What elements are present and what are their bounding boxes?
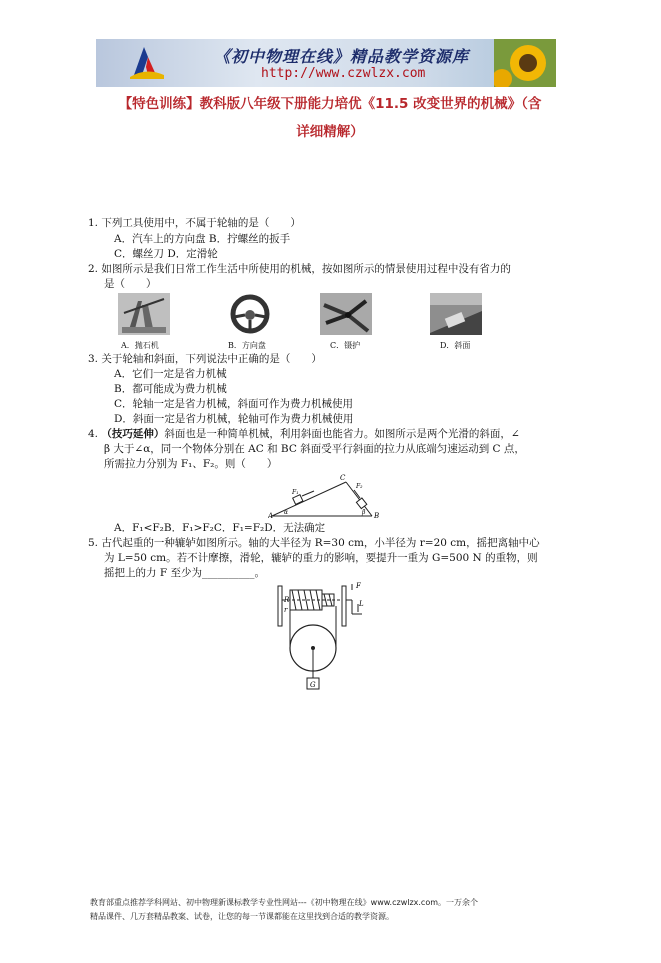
question-5-stem-line2: 为 L=50 cm。若不计摩擦，滑轮，辘轳的重力的影响，要提升一重为 G=500 N 的重物，则	[104, 552, 538, 564]
catapult-photo	[118, 293, 170, 335]
banner-title: 《初中物理在线》精品教学资源库	[214, 47, 470, 66]
windlass-label-l: L	[359, 600, 364, 608]
question-4-stem-line2: β 大于∠α，同一个物体分别在 AC 和 BC 斜面受平行斜面的拉力从底端匀速运动到 C 点，	[104, 443, 525, 455]
incline-label-c: C	[340, 474, 346, 482]
question-1-options-ab: A．汽车上的方向盘 B．拧螺丝的扳手	[114, 233, 291, 245]
question-4-options: A．F₁<F₂B．F₁>F₂C．F₁=F₂D．无法确定	[114, 522, 326, 534]
photo-caption-b: B．方向盘	[228, 341, 266, 350]
photo-caption-d: D．斜面	[440, 341, 471, 350]
question-3-stem: 3. 关于轮轴和斜面，下列说法中正确的是（ ）	[88, 353, 322, 365]
sunflower-icon	[494, 39, 556, 87]
question-4-stem-line3: 所需拉力分别为 F₁、F₂。则（ ）	[104, 458, 278, 470]
question-5-stem-line1: 5. 古代起重的一种辘轳如图所示。轴的大半径为 R=30 cm，小半径为 r=20 cm，摇把离轴中心	[88, 537, 540, 549]
incline-label-beta: β	[362, 509, 366, 516]
pliers-photo	[320, 293, 372, 335]
question-2-stem-line2: 是（ ）	[104, 278, 157, 290]
site-banner	[96, 39, 556, 87]
windlass-figure	[276, 580, 366, 692]
footer-line2: 精品课件、几万套精品教案、试卷，让您的每一节课都能在这里找到合适的教学资源。	[90, 912, 394, 921]
question-1-options-cd: C．螺丝刀 D．定滑轮	[114, 248, 218, 260]
question-4-stem-line1: 4. （技巧延伸）斜面也是一种简单机械，利用斜面也能省力。如图所示是两个光滑的斜面，∠	[88, 428, 520, 440]
question-3-option-a: A．它们一定是省力机械	[114, 368, 227, 380]
question-1-stem: 1. 下列工具使用中，不属于轮轴的是（ ）	[88, 217, 301, 229]
photo-caption-c: C．镊护	[330, 341, 361, 350]
incline-label-f1: F₁	[292, 489, 299, 496]
site-logo-icon	[126, 45, 166, 81]
document-title-line1: 【特色训练】教科版八年级下册能力培优《11.5 改变世界的机械》（含	[118, 96, 542, 112]
incline-label-a: A	[268, 512, 274, 520]
photo-caption-a: A．抛石机	[121, 341, 159, 350]
question-4-tag: （技巧延伸）	[101, 428, 165, 440]
footer-line1: 教育部重点推荐学科网站、初中物理新课标教学专业性网站---《初中物理在线》www.czwlzx.com。一万余个	[90, 898, 479, 907]
document-title-line2: 详细精解）	[296, 124, 364, 140]
incline-figure	[268, 472, 380, 520]
ramp-photo	[430, 293, 482, 335]
question-5-stem-line3: 摇把上的力 F 至少为__________。	[104, 567, 265, 579]
question-2-stem-line1: 2. 如图所示是我们日常工作生活中所使用的机械，按如图所示的情景使用过程中没有省力的	[88, 263, 511, 275]
document-title	[90, 90, 570, 146]
question-4-stem-text: 斜面也是一种简单机械，利用斜面也能省力。如图所示是两个光滑的斜面，∠	[164, 428, 520, 440]
incline-label-f2: F₂	[356, 483, 363, 490]
windlass-label-r-large: R	[284, 596, 290, 604]
windlass-label-f: F	[356, 582, 361, 590]
windlass-label-r-small: r	[284, 606, 288, 614]
question-3-option-d: D．斜面一定是省力机械，轮轴可作为费力机械使用	[114, 413, 354, 425]
page-footer	[90, 896, 570, 924]
question-3-option-b: B．都可能成为费力机械	[114, 383, 227, 395]
banner-url[interactable]: http://www.czwlzx.com	[261, 66, 426, 81]
incline-label-b: B	[374, 512, 380, 520]
incline-label-alpha: α	[284, 509, 289, 516]
windlass-label-g: G	[310, 681, 316, 689]
question-3-option-c: C．轮轴一定是省力机械，斜面可作为费力机械使用	[114, 398, 354, 410]
steering-wheel-photo	[224, 293, 276, 335]
